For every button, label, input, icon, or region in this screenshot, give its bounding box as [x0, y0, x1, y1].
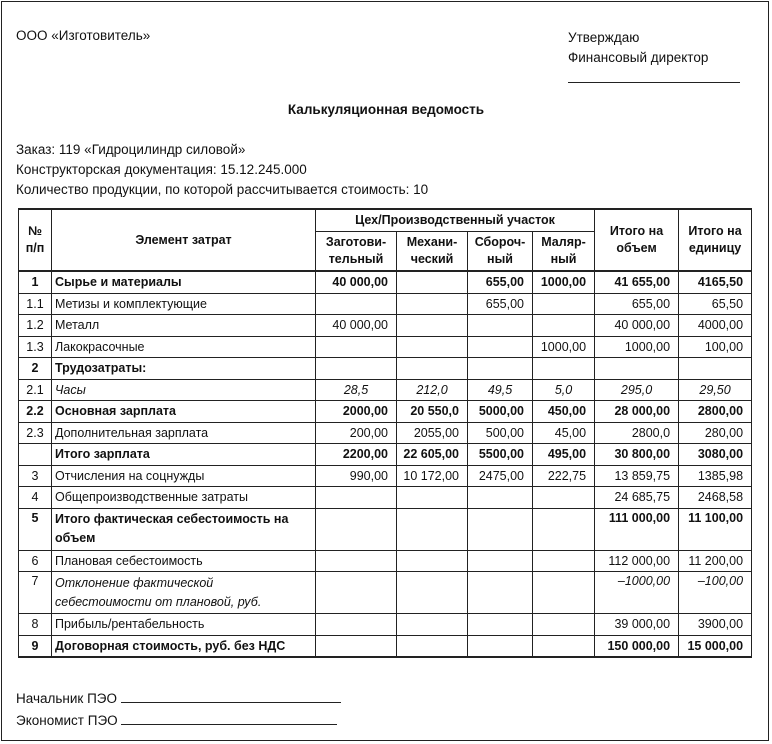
cell-col-1: [316, 550, 397, 572]
cell-col-4: [533, 487, 595, 509]
cell-col-1: [316, 508, 397, 550]
row-no: 1.2: [19, 315, 52, 337]
row-no: 4: [19, 487, 52, 509]
cell-total-unit: 3080,00: [679, 444, 752, 466]
cell-col-4: 222,75: [533, 465, 595, 487]
cell-col-3: 5500,00: [468, 444, 533, 466]
cell-col-3: 655,00: [468, 293, 533, 315]
table-row: [19, 422, 752, 444]
documentation-line: Конструкторская документация: 15.12.245.000: [16, 162, 307, 177]
table-row: [19, 336, 752, 358]
row-no: 6: [19, 550, 52, 572]
cell-col-1: [316, 614, 397, 636]
cell-total-unit: 280,00: [679, 422, 752, 444]
cell-total-volume: 13 859,75: [595, 465, 679, 487]
cell-col-2: [397, 508, 468, 550]
table-row: [19, 635, 752, 657]
cell-total-unit: 65,50: [679, 293, 752, 315]
cell-col-4: [533, 635, 595, 657]
row-no: 7: [19, 572, 52, 614]
table-row: [19, 550, 752, 572]
cell-col-2: 22 605,00: [397, 444, 468, 466]
cell-col-4: [533, 572, 595, 614]
cell-col-4: 1000,00: [533, 336, 595, 358]
cell-col-1: 200,00: [316, 422, 397, 444]
cell-col-1: 990,00: [316, 465, 397, 487]
signature-head: [16, 688, 341, 706]
header-total-unit: Итого на единицу: [679, 209, 752, 271]
row-name: Отклонение фактической себестоимости от плановой, руб.: [52, 572, 316, 614]
cell-col-4: [533, 358, 595, 380]
cell-col-1: [316, 336, 397, 358]
cell-col-2: 20 550,0: [397, 401, 468, 423]
header-col-4: Маляр-ный: [533, 231, 595, 271]
signature-economist: [16, 710, 337, 728]
row-name: Лакокрасочные: [52, 336, 316, 358]
row-name: Трудозатраты:: [52, 358, 316, 380]
cell-col-3: 2475,00: [468, 465, 533, 487]
cell-total-volume: 28 000,00: [595, 401, 679, 423]
approval-signature-line: [568, 68, 740, 83]
cell-total-volume: 2800,0: [595, 422, 679, 444]
table-row: [19, 614, 752, 636]
cell-total-unit: 2800,00: [679, 401, 752, 423]
cell-col-2: [397, 572, 468, 614]
row-no: [19, 444, 52, 466]
header-total-volume: Итого на объем: [595, 209, 679, 271]
row-no: 2: [19, 358, 52, 380]
cell-total-volume: 40 000,00: [595, 315, 679, 337]
row-no: 1.3: [19, 336, 52, 358]
cell-col-2: [397, 336, 468, 358]
cell-total-unit: 29,50: [679, 379, 752, 401]
cell-total-volume: –1000,00: [595, 572, 679, 614]
cell-total-unit: 4000,00: [679, 315, 752, 337]
cell-col-3: [468, 315, 533, 337]
cell-col-1: 40 000,00: [316, 271, 397, 293]
table-row: [19, 358, 752, 380]
table-row: [19, 271, 752, 293]
cell-total-volume: 30 800,00: [595, 444, 679, 466]
cell-col-1: [316, 293, 397, 315]
cell-col-4: [533, 315, 595, 337]
row-no: 3: [19, 465, 52, 487]
cell-col-3: [468, 508, 533, 550]
cell-col-1: [316, 487, 397, 509]
header-workshop: Цех/Производственный участок: [316, 209, 595, 231]
order-line: Заказ: 119 «Гидроцилиндр силовой»: [16, 142, 246, 157]
row-no: 9: [19, 635, 52, 657]
cell-total-unit: 100,00: [679, 336, 752, 358]
approval-title: Утверждаю: [568, 30, 640, 45]
cell-col-3: [468, 572, 533, 614]
row-no: 5: [19, 508, 52, 550]
cell-col-3: 49,5: [468, 379, 533, 401]
cell-total-unit: 11 200,00: [679, 550, 752, 572]
cell-col-4: 450,00: [533, 401, 595, 423]
cell-col-3: [468, 550, 533, 572]
row-name: Итого фактическая себестоимость на объем: [52, 508, 316, 550]
calculation-table: [18, 208, 752, 658]
header-col-1: Заготови-тельный: [316, 231, 397, 271]
cell-col-2: [397, 293, 468, 315]
header-col-3: Сбороч-ный: [468, 231, 533, 271]
table-row: [19, 444, 752, 466]
cell-col-2: 212,0: [397, 379, 468, 401]
cell-total-volume: 295,0: [595, 379, 679, 401]
row-no: 8: [19, 614, 52, 636]
table-row: [19, 465, 752, 487]
cell-col-1: 2200,00: [316, 444, 397, 466]
cell-col-3: [468, 336, 533, 358]
table-row: [19, 487, 752, 509]
cell-total-unit: 1385,98: [679, 465, 752, 487]
cell-total-unit: 4165,50: [679, 271, 752, 293]
cell-total-volume: 24 685,75: [595, 487, 679, 509]
cell-col-4: [533, 550, 595, 572]
cell-col-4: 45,00: [533, 422, 595, 444]
cell-col-1: [316, 572, 397, 614]
cell-col-4: 5,0: [533, 379, 595, 401]
signature-economist-label: Экономист ПЭО: [16, 713, 118, 728]
cell-col-3: [468, 635, 533, 657]
cell-col-2: 2055,00: [397, 422, 468, 444]
cell-total-unit: 2468,58: [679, 487, 752, 509]
cell-col-3: 655,00: [468, 271, 533, 293]
cell-col-1: 40 000,00: [316, 315, 397, 337]
cell-col-1: 2000,00: [316, 401, 397, 423]
cell-total-unit: –100,00: [679, 572, 752, 614]
cell-total-volume: 111 000,00: [595, 508, 679, 550]
company-name: ООО «Изготовитель»: [16, 28, 151, 43]
cell-col-3: 500,00: [468, 422, 533, 444]
document-title: Калькуляционная ведомость: [287, 102, 485, 117]
cell-col-1: [316, 635, 397, 657]
cell-total-volume: 1000,00: [595, 336, 679, 358]
cell-col-3: [468, 487, 533, 509]
cell-col-4: 1000,00: [533, 271, 595, 293]
row-no: 2.3: [19, 422, 52, 444]
cell-col-1: [316, 358, 397, 380]
cell-total-unit: [679, 358, 752, 380]
table-row: [19, 508, 752, 550]
row-name: Основная зарплата: [52, 401, 316, 423]
cell-total-unit: 11 100,00: [679, 508, 752, 550]
cell-col-2: [397, 271, 468, 293]
cell-total-volume: 655,00: [595, 293, 679, 315]
cell-col-4: 495,00: [533, 444, 595, 466]
cell-col-2: [397, 550, 468, 572]
cell-col-2: [397, 487, 468, 509]
cell-col-4: [533, 614, 595, 636]
signature-economist-line: [121, 710, 337, 725]
cell-total-volume: 39 000,00: [595, 614, 679, 636]
row-name: Дополнительная зарплата: [52, 422, 316, 444]
row-name: Металл: [52, 315, 316, 337]
row-name: Часы: [52, 379, 316, 401]
table-row: [19, 379, 752, 401]
cell-total-unit: 15 000,00: [679, 635, 752, 657]
signature-head-label: Начальник ПЭО: [16, 691, 117, 706]
cell-col-2: [397, 635, 468, 657]
row-name: Договорная стоимость, руб. без НДС: [52, 635, 316, 657]
row-name: Метизы и комплектующие: [52, 293, 316, 315]
cell-total-volume: 41 655,00: [595, 271, 679, 293]
approval-block: [568, 28, 740, 83]
table-row: [19, 293, 752, 315]
row-name: Отчисления на соцнужды: [52, 465, 316, 487]
row-name: Общепроизводственные затраты: [52, 487, 316, 509]
table-row: [19, 572, 752, 614]
cell-total-volume: 150 000,00: [595, 635, 679, 657]
header-col-2: Механи-ческий: [397, 231, 468, 271]
row-no: 2.1: [19, 379, 52, 401]
cell-total-volume: 112 000,00: [595, 550, 679, 572]
cell-col-4: [533, 508, 595, 550]
row-no: 1.1: [19, 293, 52, 315]
cell-col-4: [533, 293, 595, 315]
approval-position: Финансовый директор: [568, 50, 709, 65]
cell-col-3: [468, 358, 533, 380]
cell-col-2: [397, 315, 468, 337]
cell-col-2: [397, 614, 468, 636]
cell-col-2: 10 172,00: [397, 465, 468, 487]
row-name: Сырье и материалы: [52, 271, 316, 293]
row-no: 2.2: [19, 401, 52, 423]
header-element: Элемент затрат: [52, 209, 316, 271]
header-no: № п/п: [19, 209, 52, 271]
table-row: [19, 401, 752, 423]
cell-col-2: [397, 358, 468, 380]
row-name: Итого зарплата: [52, 444, 316, 466]
signature-head-line: [121, 688, 341, 703]
row-name: Прибыль/рентабельность: [52, 614, 316, 636]
cell-col-3: [468, 614, 533, 636]
cell-col-1: 28,5: [316, 379, 397, 401]
quantity-line: Количество продукции, по которой рассчитывается стоимость: 10: [16, 182, 429, 197]
row-no: 1: [19, 271, 52, 293]
cell-total-unit: 3900,00: [679, 614, 752, 636]
cell-total-volume: [595, 358, 679, 380]
cell-col-3: 5000,00: [468, 401, 533, 423]
order-info: [16, 140, 428, 200]
row-name: Плановая себестоимость: [52, 550, 316, 572]
table-row: [19, 315, 752, 337]
